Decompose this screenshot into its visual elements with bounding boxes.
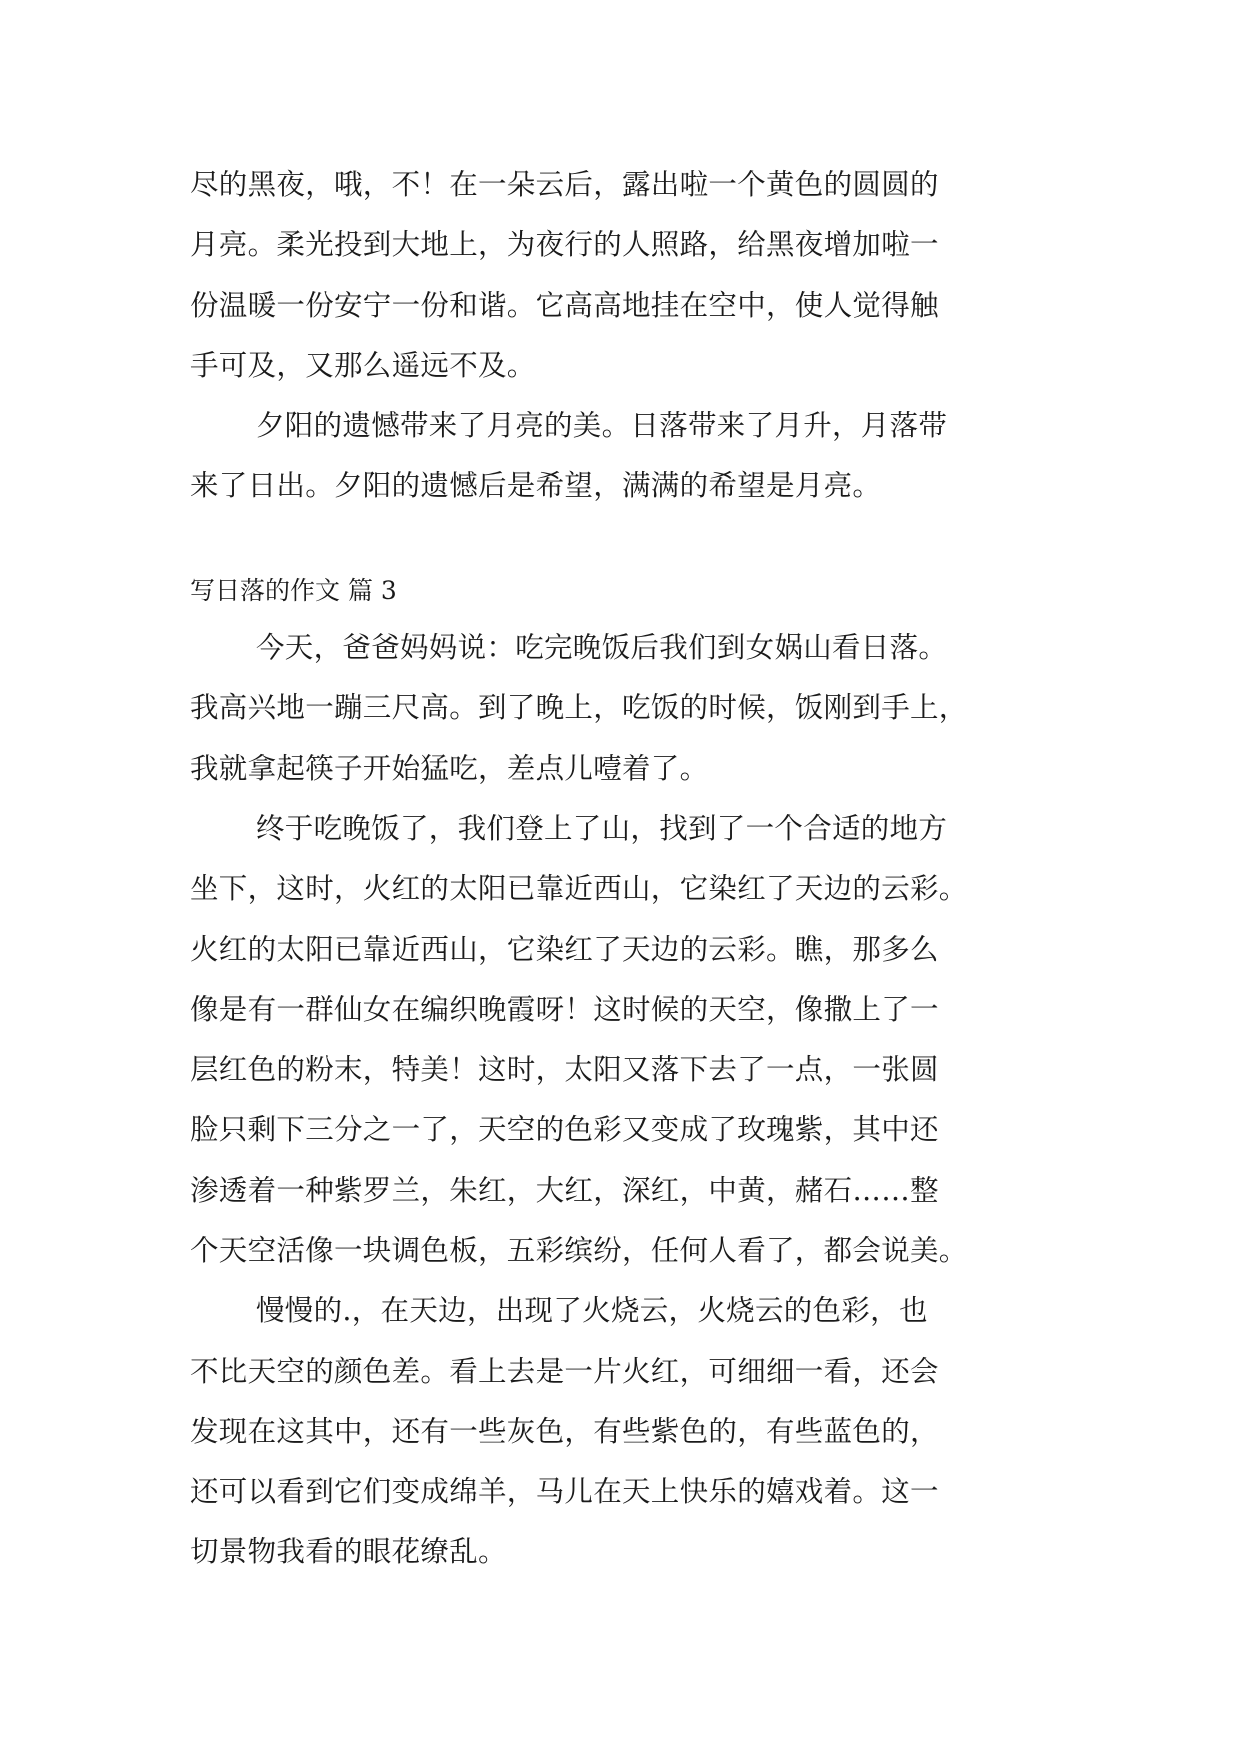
text-line: 层红色的粉末，特美！这时，太阳又落下去了一点，一张圆 bbox=[190, 1053, 939, 1086]
text-line: 个天空活像一块调色板，五彩缤纷，任何人看了，都会说美。 bbox=[190, 1234, 968, 1267]
text-line: 我就拿起筷子开始猛吃，差点儿噎着了。 bbox=[190, 752, 709, 785]
text-line: 今天，爸爸妈妈说：吃完晚饭后我们到女娲山看日落。 bbox=[256, 631, 948, 664]
text-line: 发现在这其中，还有一些灰色，有些紫色的，有些蓝色的， bbox=[190, 1415, 939, 1448]
text-line: 火红的太阳已靠近西山，它染红了天边的云彩。瞧，那多么 bbox=[190, 933, 939, 966]
text-line: 像是有一群仙女在编织晚霞呀！这时候的天空，像撒上了一 bbox=[190, 993, 939, 1026]
section-heading: 写日落的作文 篇 3 bbox=[190, 576, 397, 605]
text-line: 月亮。柔光投到大地上，为夜行的人照路，给黑夜增加啦一 bbox=[190, 228, 939, 261]
text-line: 慢慢的.，在天边，出现了火烧云，火烧云的色彩，也 bbox=[256, 1294, 928, 1327]
text-line: 还可以看到它们变成绵羊，马儿在天上快乐的嬉戏着。这一 bbox=[190, 1475, 939, 1508]
text-line: 我高兴地一蹦三尺高。到了晚上，吃饭的时候，饭刚到手上， bbox=[190, 691, 968, 724]
text-line: 夕阳的遗憾带来了月亮的美。日落带来了月升，月落带 bbox=[256, 409, 948, 442]
text-line: 切景物我看的眼花缭乱。 bbox=[190, 1535, 507, 1568]
text-line: 终于吃晚饭了，我们登上了山，找到了一个合适的地方 bbox=[256, 812, 948, 845]
text-line: 手可及，又那么遥远不及。 bbox=[190, 349, 536, 382]
text-line: 尽的黑夜，哦，不！在一朵云后，露出啦一个黄色的圆圆的 bbox=[190, 168, 939, 201]
text-line: 不比天空的颜色差。看上去是一片火红，可细细一看，还会 bbox=[190, 1355, 939, 1388]
text-line: 份温暖一份安宁一份和谐。它高高地挂在空中，使人觉得触 bbox=[190, 289, 939, 322]
text-line: 坐下，这时，火红的太阳已靠近西山，它染红了天边的云彩。 bbox=[190, 872, 968, 905]
text-line: 来了日出。夕阳的遗憾后是希望，满满的希望是月亮。 bbox=[190, 469, 882, 502]
text-line: 渗透着一种紫罗兰，朱红，大红，深红，中黄，赭石……整 bbox=[190, 1174, 939, 1207]
text-line: 脸只剩下三分之一了，天空的色彩又变成了玫瑰紫，其中还 bbox=[190, 1113, 939, 1146]
